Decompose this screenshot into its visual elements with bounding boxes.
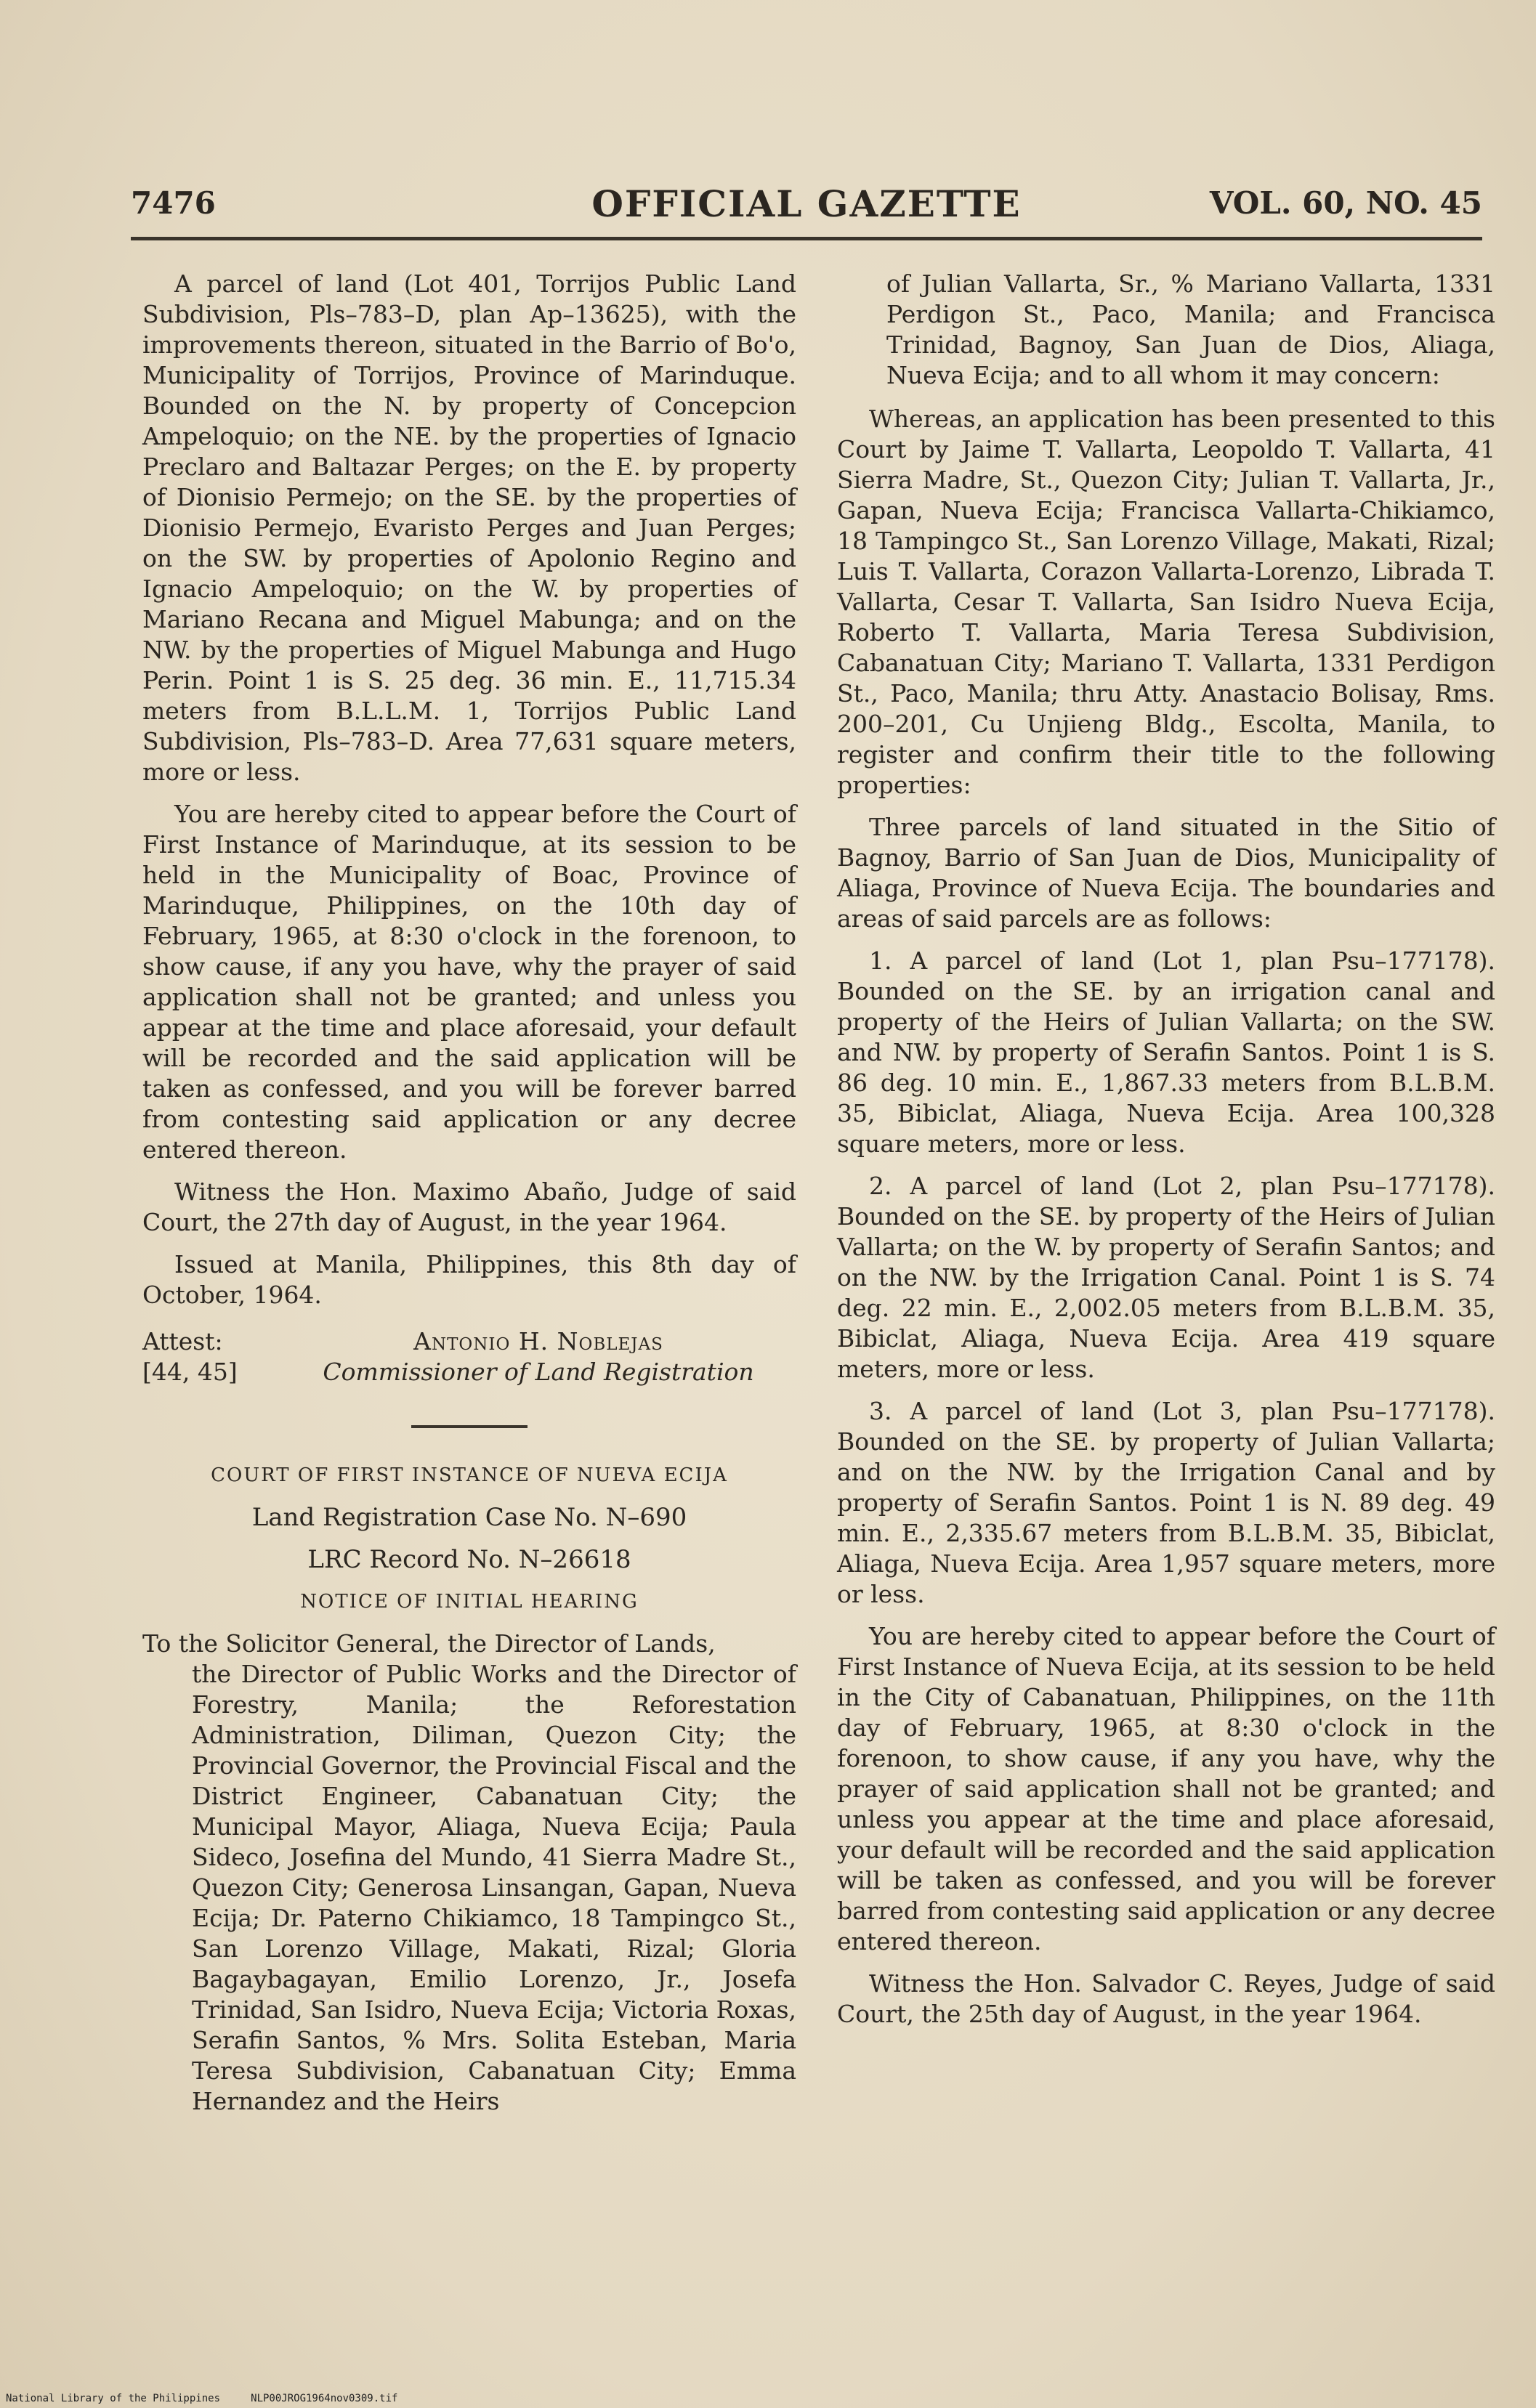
addressee-list-continued: of Julian Vallarta, Sr., % Mariano Vallarta, 1331 Perdigon St., Paco, Manila; and Francisca Trinidad, Bagnoy, San Juan de Dios, Aliaga, Nueva Ecija; and to all whom it may concern:: [886, 269, 1495, 389]
witness-paragraph: Witness the Hon. Salvador C. Reyes, Judge of said Court, the 25th day of August, in the year 1964.: [837, 1969, 1495, 2028]
signatory-title: Commissioner of Land Registration: [323, 1358, 754, 1386]
attest-signatory: [280, 1326, 796, 1387]
citation-paragraph: You are hereby cited to appear before the Court of First Instance of Marinduque, at its session to be held in the Municipality of Boac, Province of Marinduque, Philippines, on the 10th day of February, 1965, at 8:30 o'clock in the forenoon, to show cause, if any you have, why the prayer of said application shall not be granted; and unless you appear at the time and place aforesaid, your default will be recorded and the said application will be taken as confessed, and you will be forever barred from contesting said application or any decree entered thereon.: [142, 800, 796, 1164]
page-number: 7476: [131, 185, 216, 221]
right-column: [837, 269, 1495, 2041]
case-number: Land Registration Case No. N–690: [251, 1503, 687, 1532]
notice-heading: NOTICE OF INITIAL HEARING: [300, 1591, 639, 1613]
issued-paragraph: Issued at Manila, Philippines, this 8th day of October, 1964.: [142, 1250, 796, 1309]
court-heading: COURT OF FIRST INSTANCE OF NUEVA ECIJA: [211, 1464, 728, 1486]
parcels-intro: Three parcels of land situated in the Sitio of Bagnoy, Barrio of San Juan de Dios, Municipality of Aliaga, Province of Nueva Ecija. The boundaries and areas of said parcels are as follows:: [837, 813, 1495, 933]
signatory-name: Antonio H. Noblejas: [413, 1327, 663, 1355]
parcel-lot-2: 2. A parcel of land (Lot 2, plan Psu–177178). Bounded on the SE. by property of the Heirs of Julian Vallarta; on the W. by property of Serafin Santos; and on the NW. by the Irrigation Canal. Point 1 is S. 74 deg. 22 min. E., 2,002.05 meters from B.L.B.M. 35, Bibiclat, Aliaga, Nueva Ecija. Area 419 square meters, more or less.: [837, 1172, 1495, 1383]
addressee-list: the Director of Public Works and the Director of Forestry, Manila; the Reforestation Administration, Diliman, Quezon City; the Provincial Governor, the Provincial Fiscal and the District Engineer, Cabanatuan City; the Municipal Mayor, Aliaga, Nueva Ecija; Paula Sideco, Josefina del Mundo, 41 Sierra Madre St., Quezon City; Generosa Linsangan, Gapan, Nueva Ecija; Dr. Paterno Chikiamco, 18 Tampingco St., San Lorenzo Village, Makati, Rizal; Gloria Bagaybagayan, Emilio Lorenzo, Jr., Josefa Trinidad, San Isidro, Nueva Ecija; Victoria Roxas, Serafin Santos, % Mrs. Solita Esteban, Maria Teresa Subdivision, Cabanatuan City; Emma Hernandez and the Heirs: [192, 1660, 796, 2115]
lrc-record-number: LRC Record No. N–26618: [307, 1545, 631, 1574]
volume-number: VOL. 60, NO. 45: [1209, 185, 1482, 221]
parcel-lot-3: 3. A parcel of land (Lot 3, plan Psu–177178). Bounded on the SE. by property of Julian Vallarta; and on the NW. by the Irrigation Canal and by property of Serafin Santos. Point 1 is N. 89 deg. 49 min. E., 2,335.67 meters from B.L.B.M. 35, Bibiclat, Aliaga, Nueva Ecija. Area 1,957 square meters, more or less.: [837, 1397, 1495, 1608]
scan-footer: National Library of the Philippines NLP00JROG1964nov0309.tif: [6, 2393, 398, 2404]
witness-paragraph: Witness the Hon. Maximo Abaño, Judge of said Court, the 27th day of August, in the year 1964.: [142, 1177, 796, 1236]
left-column: [142, 269, 796, 2130]
attest-block: [142, 1326, 796, 1387]
attest-labels: [142, 1326, 280, 1387]
application-paragraph: Whereas, an application has been presented to this Court by Jaime T. Vallarta, Leopoldo T. Vallarta, 41 Sierra Madre, St., Quezon City; Julian T. Vallarta, Jr., Gapan, Nueva Ecija; Francisca Vallarta-Chikiamco, 18 Tampingco St., San Lorenzo Village, Makati, Rizal; Luis T. Vallarta, Corazon Vallarta-Lorenzo, Librada T. Vallarta, Cesar T. Vallarta, San Isidro Nueva Ecija, Roberto T. Vallarta, Maria Teresa Subdivision, Cabanatuan City; Mariano T. Vallarta, 1331 Perdigon St., Paco, Manila; thru Atty. Anastacio Bolisay, Rms. 200–201, Cu Unjieng Bldg., Escolta, Manila, to register and confirm their title to the following properties:: [837, 405, 1495, 799]
parcel-lot-1: 1. A parcel of land (Lot 1, plan Psu–177178). Bounded on the SE. by an irrigation canal and property of the Heirs of Julian Vallarta; on the SW. and NW. by property of Serafin Santos. Point 1 is S. 86 deg. 10 min. E., 1,867.33 meters from B.L.B.M. 35, Bibiclat, Aliaga, Nueva Ecija. Area 100,328 square meters, more or less.: [837, 946, 1495, 1158]
header-rule: [131, 237, 1482, 240]
attest-label: Attest:: [142, 1327, 223, 1355]
publication-title: OFFICIAL GAZETTE: [591, 182, 1022, 225]
addressee-first-line: To the Solicitor General, the Director of Lands,: [142, 1629, 716, 1658]
citation-paragraph: You are hereby cited to appear before the Court of First Instance of Nueva Ecija, at its session to be held in the City of Cabanatuan, Philippines, on the 11th day of February, 1965, at 8:30 o'clock in the forenoon, to show cause, if any you have, why the prayer of said application shall not be granted; and unless you appear at the time and place aforesaid, your default will be recorded and the said application will be taken as confessed, and you will be forever barred from contesting said application or any decree entered thereon.: [837, 1622, 1495, 1955]
lot-description: A parcel of land (Lot 401, Torrijos Public Land Subdivision, Pls–783–D, plan Ap–13625), with the improvements thereon, situated in the Barrio of Bo'o, Municipality of Torrijos, Province of Marinduque. Bounded on the N. by property of Concepcion Ampeloquio; on the NE. by the properties of Ignacio Preclaro and Baltazar Perges; on the E. by property of Dionisio Permejo; on the SE. by the properties of Dionisio Permejo, Evaristo Perges and Juan Perges; on the SW. by properties of Apolonio Regino and Ignacio Ampeloquio; on the W. by properties of Mariano Recana and Miguel Mabunga; and on the NW. by the properties of Miguel Mabunga and Hugo Perin. Point 1 is S. 25 deg. 36 min. E., 11,715.34 meters from B.L.L.M. 1, Torrijos Public Land Subdivision, Pls–783–D. Area 77,631 square meters, more or less.: [142, 269, 796, 786]
page-header: [131, 182, 1482, 229]
section-divider: [411, 1425, 528, 1428]
attest-reference: [44, 45]: [142, 1358, 238, 1386]
